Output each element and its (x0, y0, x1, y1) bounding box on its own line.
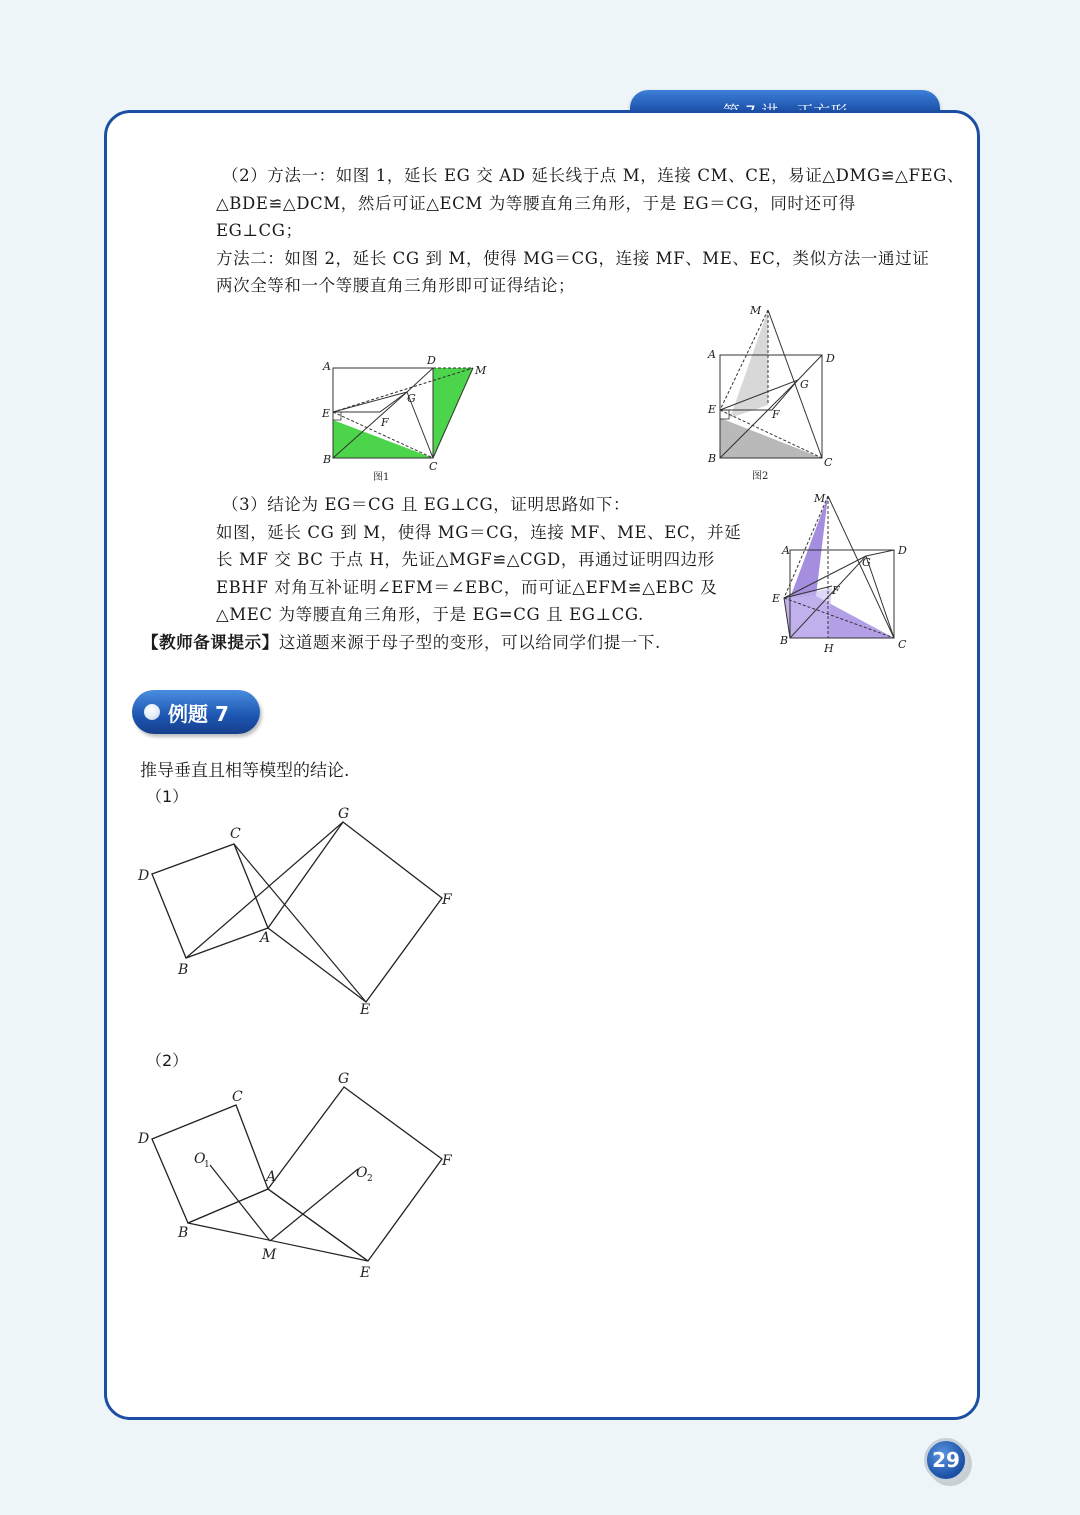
fig4-label-d: D (138, 868, 150, 884)
part3-line2: 如图，延长 CG 到 M，使得 MG＝CG，连接 MF、ME、EC，并延 (216, 522, 742, 542)
fig2-label-d: D (826, 352, 835, 365)
part3-line3: 长 MF 交 BC 于点 H，先证△MGF≌△CGD，再通过证明四边形 (216, 550, 715, 569)
fig5-label-f: F (442, 1153, 452, 1169)
part2-line2: △BDE≌△DCM，然后可证△ECM 为等腰直角三角形，于是 EG＝CG，同时还可得 (216, 193, 856, 213)
example-sub2: （2） (146, 1051, 189, 1070)
fig3-label-g: G (862, 556, 871, 569)
fig5-label-o1: O (194, 1151, 206, 1167)
part3-line1: （3）结论为 EG＝CG 且 EG⊥CG，证明思路如下： (222, 495, 631, 514)
fig3-label-h: H (824, 642, 834, 655)
figure-5 (130, 1065, 470, 1290)
fig3-label-d: D (898, 544, 907, 557)
fig4-square-right (268, 822, 442, 1002)
fig5-square-left (152, 1105, 268, 1223)
fig3-label-a: A (782, 544, 790, 557)
figure-2 (700, 300, 845, 485)
example-sub1: （1） (146, 787, 189, 806)
fig5-label-c: C (232, 1089, 243, 1105)
fig3-label-f: F (832, 584, 840, 597)
part3-text (216, 491, 741, 629)
fig2-label-m: M (750, 304, 762, 317)
teacher-note-tag: 【教师备课提示】 (142, 633, 279, 652)
fig3-label-m: M (814, 492, 826, 505)
fig5-label-b: B (178, 1225, 189, 1241)
part2-line1: （2）方法一：如图 1，延长 EG 交 AD 延长线于点 M，连接 CM、CE，易证△DMG≌△FEG、 (222, 166, 965, 185)
fig5-label-a: A (266, 1169, 277, 1185)
fig4-line-ce (234, 844, 366, 1002)
example-badge-label: 例题 7 (168, 701, 229, 726)
fig2-label-g: G (800, 378, 809, 391)
part3-line5: △MEC 为等腰直角三角形，于是 EG=CG 且 EG⊥CG. (216, 605, 644, 624)
fig4-label-g: G (338, 806, 350, 822)
fig1-label-a: A (323, 360, 331, 373)
fig4-label-b: B (178, 962, 189, 978)
fig1-label-g: G (407, 392, 416, 405)
part2-text (216, 162, 964, 300)
fig2-gray-lower (720, 418, 822, 458)
part3-line4: EBHF 对角互补证明∠EFM＝∠EBC，而可证△EFM≌△EBC 及 (216, 577, 718, 597)
fig5-line-ba (188, 1189, 268, 1223)
fig1-line-gd (407, 368, 433, 392)
fig2-gray-upper (730, 310, 768, 418)
fig5-square-right (268, 1087, 442, 1261)
figure-3 (770, 488, 915, 658)
fig4-label-e: E (360, 1002, 371, 1018)
teacher-note-text: 这道题来源于母子型的变形，可以给同学们提一下. (278, 633, 661, 652)
example-badge (132, 690, 260, 734)
fig2-right-angle (720, 410, 729, 419)
fig4-square-left (152, 844, 271, 958)
fig3-purple-upper (790, 496, 828, 598)
fig4-label-c: C (230, 826, 241, 842)
fig2-label-b: B (708, 452, 717, 465)
example-prompt: 推导垂直且相等模型的结论. (140, 761, 350, 781)
fig5-label-m: M (262, 1247, 277, 1263)
fig5-label-o2: O (356, 1165, 368, 1181)
fig3-label-c: C (898, 638, 907, 651)
fig1-right-angle (333, 412, 341, 420)
fig2-label-c: C (824, 456, 833, 469)
part2-line3: EG⊥CG； (216, 221, 303, 240)
fig5-label-d: D (138, 1131, 150, 1147)
fig2-label-f: F (772, 408, 780, 421)
fig2-label-e: E (708, 403, 717, 416)
fig1-label-f: F (381, 416, 389, 429)
fig4-label-a: A (260, 930, 271, 946)
fig1-label-b: B (323, 453, 332, 466)
fig1-line-fg (380, 392, 407, 412)
fig2-line-gd (798, 355, 822, 380)
fig2-label-a: A (708, 348, 716, 361)
teacher-note (142, 629, 661, 657)
fig5-label-e: E (360, 1265, 371, 1281)
fig5-label-g: G (338, 1071, 350, 1087)
part2-line5: 两次全等和一个等腰直角三角形即可证得结论； (216, 276, 576, 295)
fig1-label-c: C (429, 460, 438, 473)
fig3-label-b: B (780, 634, 789, 647)
fig2-caption: 图2 (752, 471, 769, 482)
part2-line4: 方法二：如图 2，延长 CG 到 M，使得 MG＝CG，连接 MF、ME、EC，类似方法一通过证 (216, 248, 930, 268)
figure-1 (315, 350, 505, 485)
fig5-label-o2-sub: 2 (367, 1174, 373, 1184)
figure-4 (130, 800, 470, 1020)
fig1-caption: 图1 (373, 472, 390, 483)
fig5-line-mo2 (270, 1169, 358, 1241)
fig4-label-f: F (442, 892, 452, 908)
fig5-label-o1-sub: 1 (204, 1160, 210, 1170)
page-number: 29 (924, 1438, 968, 1482)
fig5-hidden (188, 1087, 344, 1223)
fig3-label-e: E (772, 592, 781, 605)
badge-dot-icon (144, 704, 160, 720)
fig1-label-d: D (427, 354, 436, 367)
fig1-label-m: M (475, 364, 487, 377)
fig1-label-e: E (322, 407, 331, 420)
